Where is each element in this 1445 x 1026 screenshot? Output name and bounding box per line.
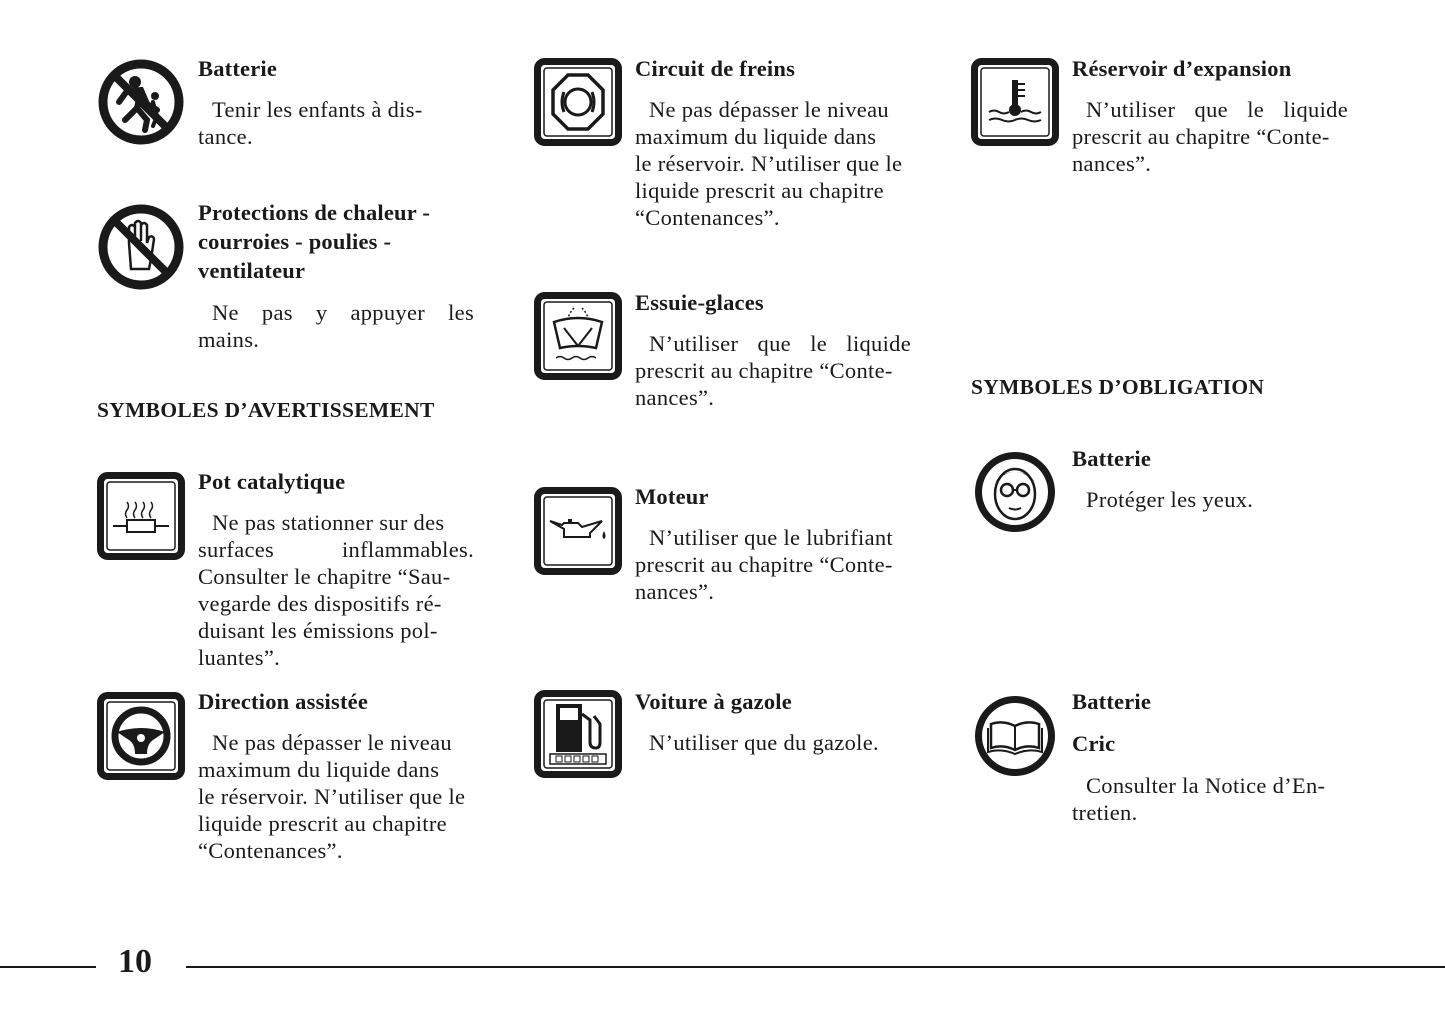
text-line: “Contenances”. xyxy=(635,205,780,230)
voiture-gazole-text xyxy=(635,729,911,756)
text-line: Ne pas dépasser le niveau xyxy=(212,730,452,755)
text-line: le réservoir. N’utiliser que le xyxy=(635,151,903,176)
text-line: tance. xyxy=(198,124,253,149)
text-line: tretien. xyxy=(1072,800,1138,825)
no-children-icon xyxy=(97,58,185,146)
text-line: liquide prescrit au chapitre xyxy=(198,811,447,836)
protections-text xyxy=(198,299,474,353)
text-line: Ne pas dépasser le niveau xyxy=(649,97,889,122)
text-line: nances”. xyxy=(1072,151,1152,176)
pot-catalytique-text xyxy=(198,509,474,671)
text-line: luantes”. xyxy=(198,645,281,670)
title-line: courroies - poulies - xyxy=(198,229,392,254)
footer-rule-left xyxy=(0,966,96,968)
steering-wheel-icon xyxy=(97,692,185,780)
text-line: le réservoir. N’utiliser que le xyxy=(198,784,466,809)
no-hand-icon xyxy=(97,203,185,291)
text-line: nances”. xyxy=(635,385,715,410)
batterie-eyes-title: Batterie xyxy=(1072,446,1152,471)
text-line: prescrit au chapitre “Conte- xyxy=(635,552,893,577)
moteur-title: Moteur xyxy=(635,484,709,509)
section-obligation-heading: SYMBOLES D’OBLIGATION xyxy=(971,375,1265,399)
text-line: nances”. xyxy=(635,579,715,604)
batterie-eyes-text xyxy=(1072,486,1348,513)
eye-protection-icon xyxy=(971,448,1059,536)
text-line: maximum du liquide dans xyxy=(198,757,440,782)
text-line: surfaces inflammables. xyxy=(198,537,474,562)
protections-title xyxy=(198,198,430,285)
text-line: Protéger les yeux. xyxy=(1086,487,1254,512)
text-line: N’utiliser que du gazole. xyxy=(649,730,879,755)
batterie-children-title: Batterie xyxy=(198,56,278,81)
text-line: prescrit au chapitre “Conte- xyxy=(1072,124,1330,149)
batterie-cric-title: Batterie xyxy=(1072,689,1152,714)
windscreen-washer-icon xyxy=(534,292,622,380)
text-line: N’utiliser que le liquide xyxy=(649,331,911,356)
direction-assistee-text xyxy=(198,729,474,864)
pot-catalytique-title: Pot catalytique xyxy=(198,469,346,494)
text-line: Tenir les enfants à dis- xyxy=(212,97,423,122)
text-line: maximum du liquide dans xyxy=(635,124,877,149)
coolant-temperature-icon xyxy=(971,58,1059,146)
voiture-gazole-title: Voiture à gazole xyxy=(635,689,792,714)
text-line: mains. xyxy=(198,327,260,352)
circuit-freins-title: Circuit de freins xyxy=(635,56,796,81)
fuel-pump-icon xyxy=(534,690,622,778)
text-line: Consulter la Notice d’En- xyxy=(1086,773,1326,798)
text-line: Consulter le chapitre “Sau- xyxy=(198,564,451,589)
text-line: prescrit au chapitre “Conte- xyxy=(635,358,893,383)
text-line: duisant les émissions pol- xyxy=(198,618,438,643)
reservoir-expansion-title: Réservoir d’expansion xyxy=(1072,56,1292,81)
text-line: “Contenances”. xyxy=(198,838,343,863)
text-line: N’utiliser que le liquide xyxy=(1086,97,1348,122)
essuie-glaces-text xyxy=(635,330,911,411)
brake-circuit-icon xyxy=(534,58,622,146)
text-line: vegarde des dispositifs ré- xyxy=(198,591,442,616)
batterie-cric-text xyxy=(1072,772,1348,826)
oil-can-icon xyxy=(534,487,622,575)
text-line: Ne pas stationner sur des xyxy=(212,510,445,535)
essuie-glaces-title: Essuie-glaces xyxy=(635,290,764,315)
direction-assistee-title: Direction assistée xyxy=(198,689,369,714)
reservoir-expansion-text xyxy=(1072,96,1348,177)
manual-book-icon xyxy=(971,692,1059,780)
circuit-freins-text xyxy=(635,96,911,231)
section-warning-heading: SYMBOLES D’AVERTISSEMENT xyxy=(97,398,435,422)
cric-title: Cric xyxy=(1072,731,1116,756)
text-line: Ne pas y appuyer les xyxy=(212,300,474,325)
footer-rule-right xyxy=(186,966,1445,968)
batterie-children-text xyxy=(198,96,474,150)
text-line: N’utiliser que le lubrifiant xyxy=(649,525,893,550)
title-line: ventilateur xyxy=(198,258,306,283)
text-line: liquide prescrit au chapitre xyxy=(635,178,884,203)
catalytic-converter-icon xyxy=(97,472,185,560)
page-number: 10 xyxy=(118,943,152,980)
title-line: Protections de chaleur - xyxy=(198,200,431,225)
moteur-text xyxy=(635,524,911,605)
